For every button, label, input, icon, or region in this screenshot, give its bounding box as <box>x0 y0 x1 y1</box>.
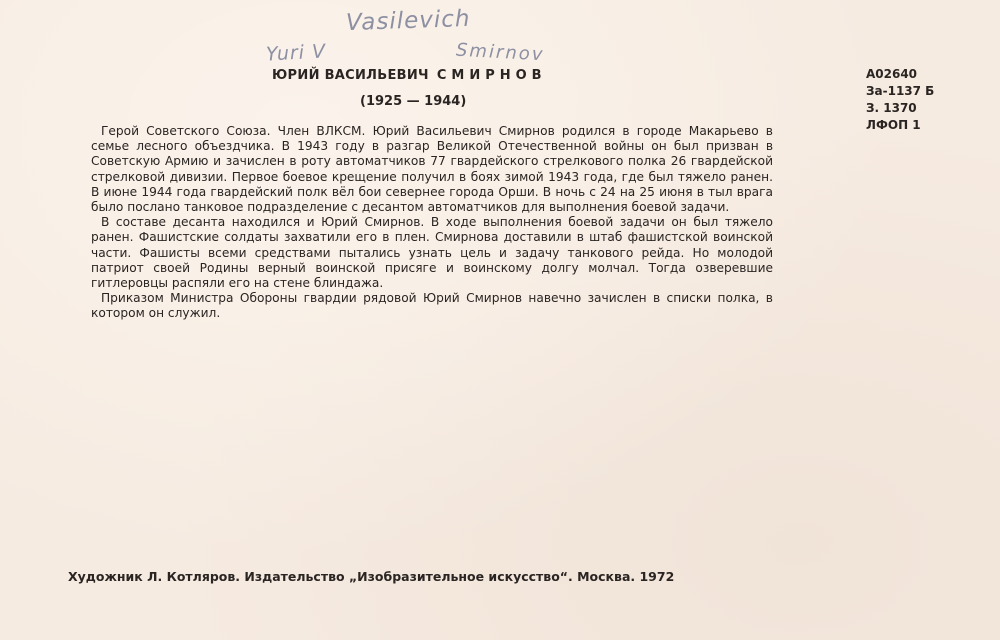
handwritten-first-name: Yuri V <box>265 40 327 66</box>
catalog-codes <box>866 66 934 134</box>
handwritten-surname: Smirnov <box>455 39 545 66</box>
page-title <box>272 68 547 83</box>
life-dates: (1925 — 1944) <box>360 94 467 109</box>
catalog-code: За-1137 Б <box>866 84 935 98</box>
catalog-code: З. 1370 <box>866 101 917 115</box>
biography-paragraph: Герой Советского Союза. Член ВЛКСМ. Юрий Васильевич Смирнов родился в городе Макарьево в семье лесного объездчика. В 1943 году в разгар Великой Отечественной войны он был призван в Советскую Армию и зачислен в роту автоматчиков 77 гвардейского стрелкового полка 26 гвардейской стрелковой дивизии. Первое боевое крещение получил в боях зимой 1943 года, где был тяжело ранен. В июне 1944 года гвардейский полк вёл бои севернее города Орши. В ночь с 24 на 25 июня в тыл врага было послано танковое подразделение с десантом автоматчиков для выполнения боевой задачи. <box>91 124 773 215</box>
handwritten-patronymic: Vasilevich <box>345 5 471 37</box>
biography-text <box>91 124 773 322</box>
title-surname: СМИРНОВ <box>436 68 547 83</box>
title-name: ЮРИЙ ВАСИЛЬЕВИЧ <box>272 68 429 83</box>
biography-paragraph: Приказом Министра Обороны гвардии рядовой Юрий Смирнов навечно зачислен в списки полка, в котором он служил. <box>91 291 773 321</box>
publisher-credit: Художник Л. Котляров. Издательство „Изобразительное искусство“. Москва. 1972 <box>68 569 675 584</box>
catalog-code: А02640 <box>866 67 918 81</box>
biography-paragraph: В составе десанта находился и Юрий Смирнов. В ходе выполнения боевой задачи он был тяжело ранен. Фашистские солдаты захватили его в плен. Смирнова доставили в штаб фашистской воинской части. Фашисты всеми средствами пытались узнать цель и задачу танкового рейда. Но молодой патриот своей Родины верный воинской присяге и воинскому долгу молчал. Тогда озверевшие гитлеровцы распяли его на стене блиндажа. <box>91 215 773 291</box>
catalog-code: ЛФОП 1 <box>866 118 921 132</box>
